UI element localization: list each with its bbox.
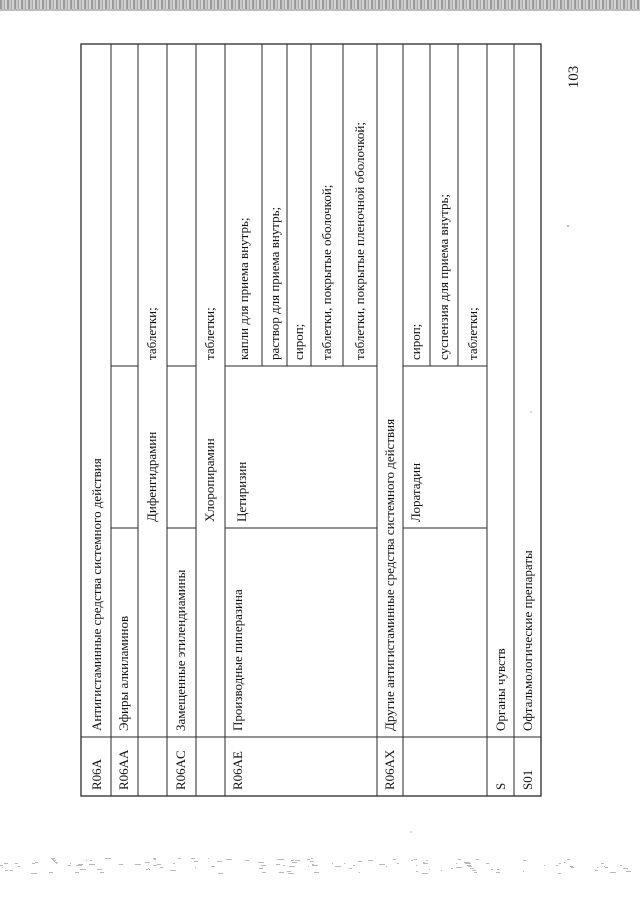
atc-code: S — [493, 782, 508, 790]
dosage-form: капли для приема внутрь; — [236, 217, 251, 360]
drug-name: Цетиризин — [234, 461, 249, 522]
dosage-form: таблетки, покрытые пленочной оболочкой; — [352, 122, 367, 360]
dosage-form: таблетки; — [465, 307, 480, 360]
drug-name: Хлоропирамин — [202, 438, 217, 522]
atc-code: S01 — [520, 769, 535, 790]
atc-group: Другие антигистаминные средства системного действия — [382, 418, 397, 731]
atc-code: R06AC — [173, 750, 188, 790]
scan-speck — [567, 225, 569, 227]
scan-speck — [530, 411, 531, 412]
dosage-form: раствор для приема внутрь; — [267, 206, 282, 360]
atc-code: R06A — [89, 758, 104, 790]
dosage-form: суспензия для приема внутрь; — [436, 193, 451, 360]
atc-code: R06AX — [382, 749, 397, 790]
atc-group: Замещенные этилендиамины — [173, 569, 188, 731]
drug-name: Лоратадин — [408, 462, 423, 522]
scan-speck — [410, 831, 411, 832]
atc-group: Производные пиперазина — [230, 589, 245, 731]
dosage-form: таблетки, покрытые оболочкой; — [319, 184, 334, 360]
dosage-form: таблетки; — [144, 307, 159, 360]
atc-group: Антигистаминные средства системного действия — [89, 458, 104, 731]
atc-code: R06AA — [116, 749, 131, 790]
page-number: 103 — [566, 65, 582, 89]
atc-group: Эфиры алкиламинов — [116, 615, 131, 731]
atc-code: R06AE — [230, 751, 245, 790]
atc-group: Офтальмологические препараты — [520, 550, 535, 731]
atc-group: Органы чувств — [493, 648, 508, 731]
dosage-form: сироп; — [408, 323, 423, 360]
dosage-form: таблетки; — [202, 307, 217, 360]
dosage-form: сироп; — [291, 323, 306, 360]
drug-name: Дифенгидрамин — [144, 431, 159, 522]
